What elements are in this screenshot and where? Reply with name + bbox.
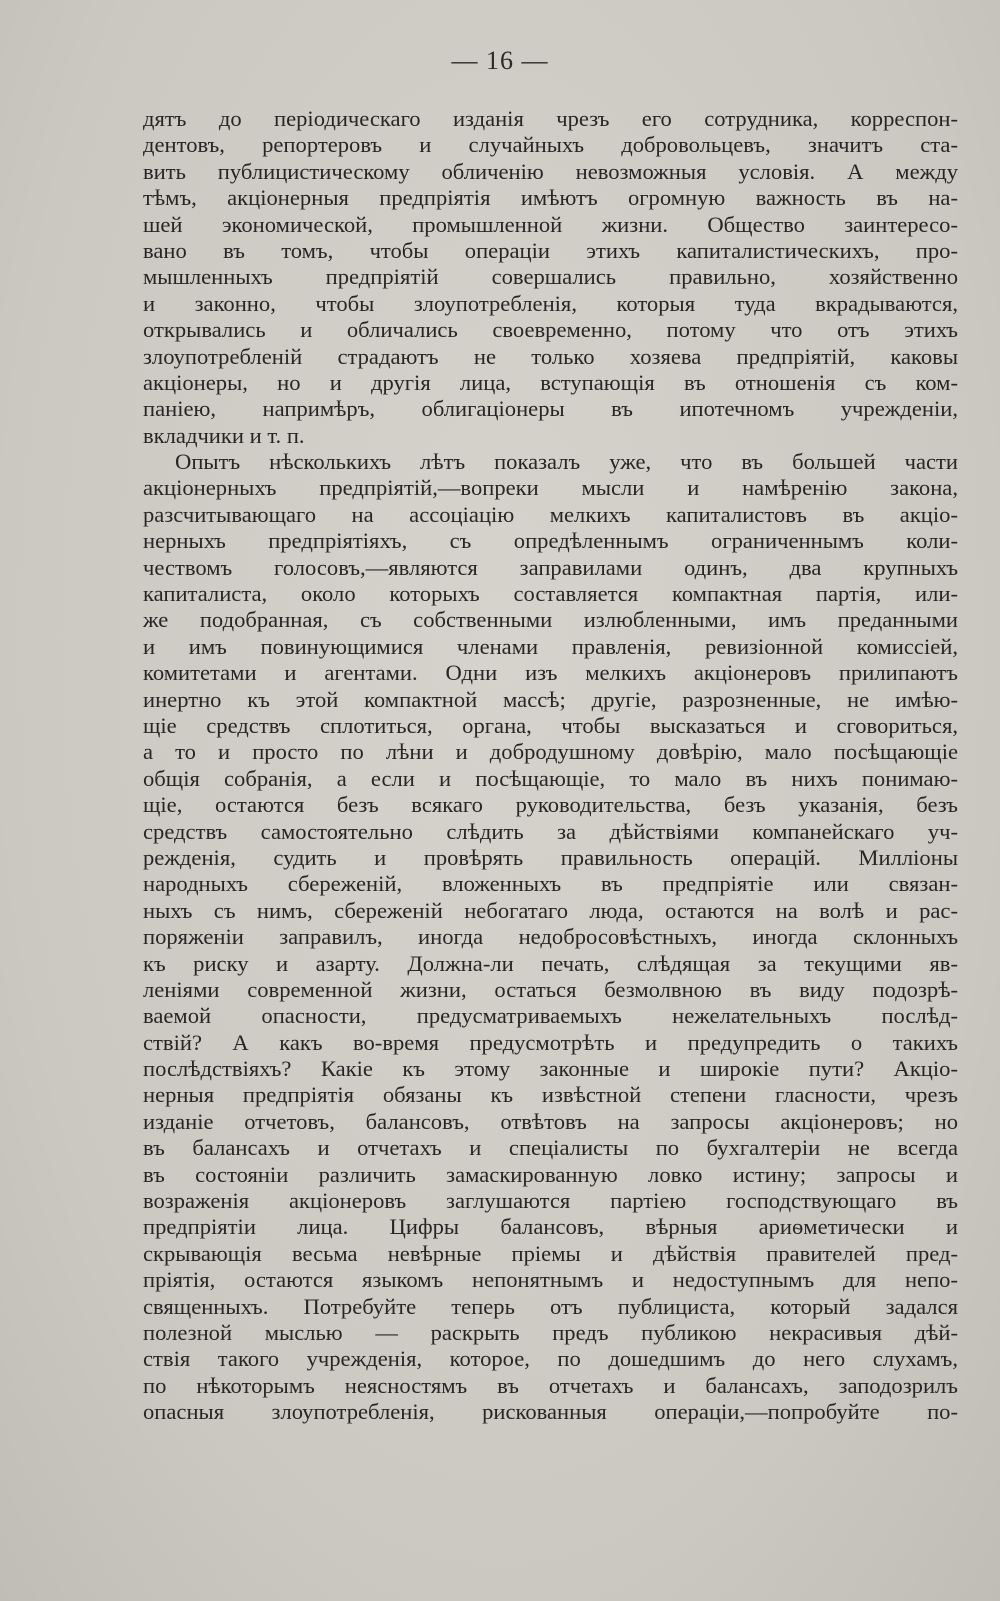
text-line: общія собранія, а если и посѣщающіе, то мало въ нихъ понимаю- bbox=[143, 765, 958, 791]
text-line: нерныя предпріятія обязаны къ извѣстной степени гласности, чрезъ bbox=[143, 1082, 958, 1108]
text-line: къ риску и азарту. Должна-ли печать, слѣдящая за текущими яв- bbox=[143, 950, 958, 976]
text-line: шей экономической, промышленной жизни. Общество заинтересо- bbox=[143, 211, 958, 237]
text-line: и имъ повинующимися членами правленія, ревизіонной комиссіей, bbox=[143, 633, 958, 659]
text-line: чествомъ голосовъ,—являются заправилами одинъ, два крупныхъ bbox=[143, 554, 958, 580]
text-line: щіе средствъ сплотиться, органа, чтобы высказаться и сговориться, bbox=[143, 712, 958, 738]
text-line: вкладчики и т. п. bbox=[143, 422, 305, 448]
text-line: инертно къ этой компактной массѣ; другіе, разрозненные, не имѣю- bbox=[143, 686, 958, 712]
text-line: ваемой опасности, предусматриваемыхъ нежелательныхъ послѣд- bbox=[143, 1003, 958, 1029]
text-line: а то и просто по лѣни и добродушному довѣрію, мало посѣщающіе bbox=[143, 739, 958, 765]
text-line: капиталиста, около которыхъ составляется компактная партія, или- bbox=[143, 581, 958, 607]
text-line: режденія, судить и провѣрять правильность операцій. Милліоны bbox=[143, 844, 958, 870]
text-line: дятъ до періодическаго изданія чрезъ его сотрудника, корреспон- bbox=[143, 106, 958, 131]
text-line: скрывающія весьма невѣрные пріемы и дѣйствія правителей пред- bbox=[143, 1240, 958, 1266]
text-line: открывались и обличались своевременно, потому что отъ этихъ bbox=[143, 317, 958, 343]
text-line: народныхъ сбереженій, вложенныхъ въ предпріятіе или связан- bbox=[143, 871, 958, 897]
text-line: ствій? А какъ во-время предусмотрѣть и предупредить о такихъ bbox=[143, 1029, 958, 1055]
text-line: поряженіи заправилъ, иногда недобросовѣстныхъ, иногда склонныхъ bbox=[143, 924, 958, 950]
text-line: средствъ самостоятельно слѣдить за дѣйствіями компанейскаго уч- bbox=[143, 818, 958, 844]
text-line: комитетами и агентами. Одни изъ мелкихъ акціонеровъ прилипаютъ bbox=[143, 660, 958, 686]
text-line: священныхъ. Потребуйте теперь отъ публициста, который задался bbox=[143, 1293, 958, 1319]
text-line: и законно, чтобы злоупотребленія, которыя туда вкрадываются, bbox=[143, 290, 958, 316]
text-line: пріятія, остаются языкомъ непонятнымъ и недоступнымъ для непо- bbox=[143, 1267, 958, 1293]
text-line: вить публицистическому обличенію невозможныя условія. А между bbox=[143, 158, 958, 184]
text-line: ствія такого учрежденія, которое, по дошедшимъ до него слухамъ, bbox=[143, 1346, 958, 1372]
text-line: вано въ томъ, чтобы операціи этихъ капиталистическихъ, про- bbox=[143, 237, 958, 263]
text-line: изданіе отчетовъ, балансовъ, отвѣтовъ на запросы акціонеровъ; но bbox=[143, 1108, 958, 1134]
text-line: паніею, напримѣръ, облигаціонеры въ ипотечномъ учрежденіи, bbox=[143, 396, 958, 422]
text-line: возраженія акціонеровъ заглушаются партіею господствующаго въ bbox=[143, 1188, 958, 1214]
text-line: Опытъ нѣсколькихъ лѣтъ показалъ уже, что въ большей части bbox=[175, 449, 958, 475]
text-line: въ балансахъ и отчетахъ и спеціалисты по бухгалтеріи не всегда bbox=[143, 1135, 958, 1161]
text-line: послѣдствіяхъ? Какіе къ этому законные и широкіе пути? Акціо- bbox=[143, 1056, 958, 1082]
text-line: акціонеры, но и другія лица, вступающія въ отношенія съ ком- bbox=[143, 369, 958, 395]
text-line: акціонерныхъ предпріятій,—вопреки мысли и намѣренію закона, bbox=[143, 475, 958, 501]
text-line: дентовъ, репортеровъ и случайныхъ добровольцевъ, значитъ ста- bbox=[143, 132, 958, 158]
text-line: ныхъ съ нимъ, сбереженій небогатаго люда, остаются на волѣ и рас- bbox=[143, 897, 958, 923]
text-line: щіе, остаются безъ всякаго руководительства, безъ указанія, безъ bbox=[143, 792, 958, 818]
text-line: по нѣкоторымъ неясностямъ въ отчетахъ и балансахъ, заподозрилъ bbox=[143, 1372, 958, 1398]
text-line: полезной мыслью — раскрыть предъ публикою некрасивыя дѣй- bbox=[143, 1319, 958, 1345]
text-line: тѣмъ, акціонерныя предпріятія имѣютъ огромную важность въ на- bbox=[143, 185, 958, 211]
text-line: опасныя злоупотребленія, рискованныя операціи,—попробуйте по- bbox=[143, 1399, 958, 1425]
text-line: злоупотребленій страдаютъ не только хозяева предпріятій, каковы bbox=[143, 343, 958, 369]
text-line: же подобранная, съ собственными излюбленными, имъ преданными bbox=[143, 607, 958, 633]
text-line: въ состояніи различить замаскированную ловко истину; запросы и bbox=[143, 1161, 958, 1187]
text-line: леніями современной жизни, остаться безмолвною въ виду подозрѣ- bbox=[143, 976, 958, 1002]
body-text bbox=[143, 106, 958, 1426]
text-line: разсчитывающаго на ассоціацію мелкихъ капиталистовъ въ акціо- bbox=[143, 501, 958, 527]
page-number: — 16 — bbox=[451, 46, 549, 75]
text-line: предпріятіи лица. Цифры балансовъ, вѣрныя ариѳметически и bbox=[143, 1214, 958, 1240]
text-line: мышленныхъ предпріятій совершались правильно, хозяйственно bbox=[143, 264, 958, 290]
text-line: нерныхъ предпріятіяхъ, съ опредѣленнымъ ограниченнымъ коли- bbox=[143, 528, 958, 554]
